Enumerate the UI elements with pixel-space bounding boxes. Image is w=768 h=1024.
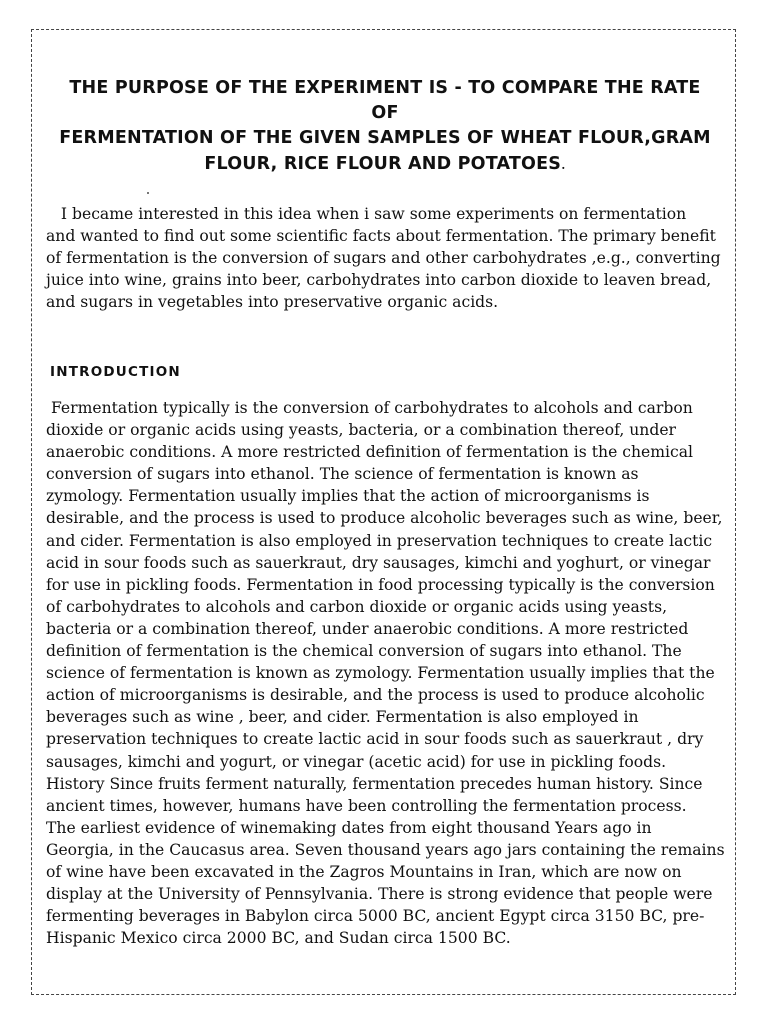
paragraph-line: definition of fermentation is the chemical conversion of sugars into ethanol. The xyxy=(46,642,682,661)
paragraph-line: Hispanic Mexico circa 2000 BC, and Sudan circa 1500 BC. xyxy=(46,929,511,948)
paragraph-line: for use in pickling foods. Fermentation in food processing typically is the conversion xyxy=(46,575,715,594)
paragraph-line: and wanted to find out some scientific facts about fermentation. The primary benefit xyxy=(46,227,716,246)
title-line xyxy=(55,151,715,177)
title-period: . xyxy=(561,153,566,173)
paragraph-line: beverages such as wine , beer, and cider. Fermentation is also employed in xyxy=(46,708,639,727)
stray-dot xyxy=(147,192,149,194)
title-line: FERMENTATION OF THE GIVEN SAMPLES OF WHEAT FLOUR,GRAM xyxy=(59,128,711,148)
paragraph-line: and sugars in vegetables into preservative organic acids. xyxy=(46,293,499,312)
title-line-text: FLOUR, RICE FLOUR AND POTATOES xyxy=(204,154,562,174)
paragraph-line: anaerobic conditions. A more restricted definition of fermentation is the chemical xyxy=(46,443,694,462)
paragraph-line: dioxide or organic acids using yeasts, bacteria, or a combination thereof, under xyxy=(46,421,677,440)
paragraph-line: desirable, and the process is used to produce alcoholic beverages such as wine, beer, xyxy=(46,509,723,528)
paragraph-line: science of fermentation is known as zymology. Fermentation usually implies that the xyxy=(46,664,715,683)
paragraph-line: preservation techniques to create lactic acid in sour foods such as sauerkraut , dry xyxy=(46,730,704,749)
paragraph-line: action of microorganisms is desirable, and the process is used to produce alcoholic xyxy=(46,686,705,705)
paragraph-line: of carbohydrates to alcohols and carbon dioxide or organic acids using yeasts, xyxy=(46,597,668,616)
paragraph-line: of wine have been excavated in the Zagros Mountains in Iran, which are now on xyxy=(46,862,682,881)
document-title xyxy=(55,76,715,177)
paragraph-line: The earliest evidence of winemaking dates from eight thousand Years ago in xyxy=(46,818,652,837)
paragraph-line: conversion of sugars into ethanol. The science of fermentation is known as xyxy=(46,465,639,484)
paragraph-line: fermenting beverages in Babylon circa 5000 BC, ancient Egypt circa 3150 BC, pre- xyxy=(46,907,705,926)
paragraph-line: I became interested in this idea when i saw some experiments on fermentation xyxy=(46,205,687,223)
paragraph-line: sausages, kimchi and yogurt, or vinegar (acetic acid) for use in pickling foods. xyxy=(46,752,667,771)
paragraph-line: and cider. Fermentation is also employed in preservation techniques to create lactic xyxy=(46,531,713,550)
introduction-paragraph xyxy=(46,397,726,949)
section-heading-introduction: INTRODUCTION xyxy=(50,364,181,380)
paragraph-line: History Since fruits ferment naturally, fermentation precedes human history. Since xyxy=(46,774,703,793)
title-line: THE PURPOSE OF THE EXPERIMENT IS - TO COMPARE THE RATE OF xyxy=(69,78,701,123)
paragraph-line: acid in sour foods such as sauerkraut, dry sausages, kimchi and yoghurt, or vinegar xyxy=(46,553,711,572)
paragraph-line: ancient times, however, humans have been controlling the fermentation process. xyxy=(46,796,687,815)
paragraph-line: juice into wine, grains into beer, carbohydrates into carbon dioxide to leaven bread, xyxy=(46,271,712,290)
paragraph-line: display at the University of Pennsylvania. There is strong evidence that people were xyxy=(46,885,713,904)
paragraph-line: Georgia, in the Caucasus area. Seven thousand years ago jars containing the remains xyxy=(46,840,725,859)
paragraph-line: Fermentation typically is the conversion of carbohydrates to alcohols and carbon xyxy=(46,399,693,417)
paragraph-line: zymology. Fermentation usually implies that the action of microorganisms is xyxy=(46,487,650,506)
paragraph-line: bacteria or a combination thereof, under anaerobic conditions. A more restricted xyxy=(46,619,689,638)
motivation-paragraph xyxy=(46,203,726,313)
paragraph-line: of fermentation is the conversion of sugars and other carbohydrates ,e.g., converting xyxy=(46,249,721,268)
